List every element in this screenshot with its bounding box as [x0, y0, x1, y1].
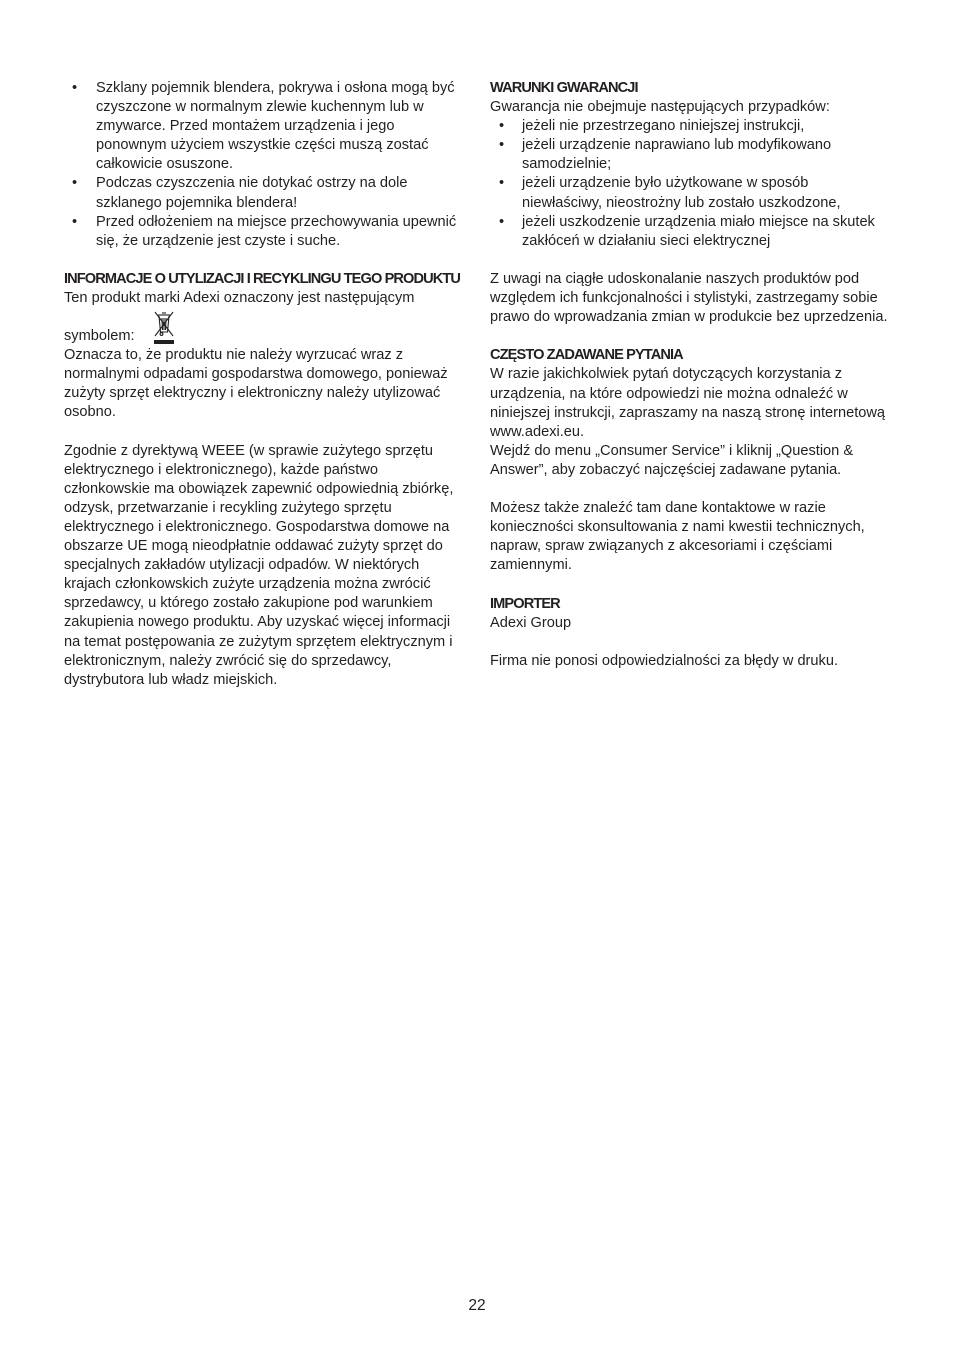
recycling-paragraph: Ten produkt marki Adexi oznaczony jest następującym: [64, 290, 415, 307]
recycling-heading: INFORMACJE O UTYLIZACJI I RECYKLINGU TEGO PRODUKTU: [64, 270, 461, 287]
faq-contact-paragraph: Możesz także znaleźć tam dane kontaktowe w razie konieczności skonsultowania z nami kwestii technicznych, napraw, spraw związanych z akcesoriami i częściami zamiennymi.: [490, 500, 865, 574]
warranty-bullet-list: [490, 117, 892, 251]
importer-heading: IMPORTER: [490, 595, 560, 612]
left-column: [64, 79, 466, 690]
cleaning-bullet-list: [64, 79, 466, 251]
recycling-paragraph: Oznacza to, że produktu nie należy wyrzucać wraz z normalnymi odpadami gospodarstwa domowego, ponieważ zużyty sprzęt elektryczny i elektroniczny należy utylizować osobno.: [64, 347, 448, 421]
faq-paragraph: W razie jakichkolwiek pytań dotyczących korzystania z urządzenia, na które odpowiedzi nie można odnaleźć w niniejszej instrukcji, zapraszamy na naszą stronę internetową www.adexi.eu.: [490, 366, 886, 440]
list-item: • Przed odłożeniem na miejsce przechowywania upewnić się, że urządzenie jest czyste i suche.: [64, 213, 466, 251]
disclaimer: Firma nie ponosi odpowiedzialności za błędy w druku.: [490, 652, 838, 669]
list-item: • jeżeli urządzenie naprawiano lub modyfikowano samodzielnie;: [490, 136, 892, 174]
list-item: • jeżeli nie przestrzegano niniejszej instrukcji,: [490, 117, 892, 136]
symbol-line: [64, 308, 466, 346]
warranty-changes-paragraph: Z uwagi na ciągłe udoskonalanie naszych produktów pod względem ich funkcjonalności i stylistyki, zastrzegamy sobie prawo do wprowadzania zmian w produkcie bez uprzedzenia.: [490, 270, 888, 326]
symbol-label: symbolem:: [64, 328, 135, 345]
faq-paragraph: Wejdź do menu „Consumer Service” i kliknij „Question & Answer”, aby zobaczyć najczęściej zadawane pytania.: [490, 442, 854, 478]
page-number: 22: [468, 1297, 486, 1314]
faq-heading: CZĘSTO ZADAWANE PYTANIA: [490, 347, 683, 364]
list-item: • Podczas czyszczenia nie dotykać ostrzy na dole szklanego pojemnika blendera!: [64, 174, 466, 212]
warranty-heading: WARUNKI GWARANCJI: [490, 80, 638, 96]
list-item: • jeżeli urządzenie było użytkowane w sposób niewłaściwy, nieostrożny lub zostało uszkodzone,: [490, 174, 892, 212]
crossed-out-wheelie-bin-icon: [152, 310, 176, 346]
warranty-intro: Gwarancja nie obejmuje następujących przypadków:: [490, 99, 830, 116]
list-item: • Szklany pojemnik blendera, pokrywa i osłona mogą być czyszczone w normalnym zlewie kuchennym lub w zmywarce. Przed montażem urządzenia i jego ponownym użyciem wszystkie części muszą zostać całkowicie osuszone.: [64, 79, 466, 174]
list-item: • jeżeli uszkodzenie urządzenia miało miejsce na skutek zakłóceń w działaniu sieci elektrycznej: [490, 213, 892, 251]
importer-name: Adexi Group: [490, 614, 572, 631]
right-column: [490, 79, 892, 671]
weee-paragraph: Zgodnie z dyrektywą WEEE (w sprawie zużytego sprzętu elektrycznego i elektronicznego), każde państwo członkowskie ma obowiązek zapewnić odpowiednią zbiórkę, odzysk, przetwarzanie i recykling zużytego sprzętu elektrycznego i elektronicznego. Gospodarstwa domowe na obszarze UE mogą nieodpłatnie oddawać zużyty sprzęt do specjalnych zakładów utylizacji odpadów. W niektórych krajach członkowskich zużyte urządzenia można zwrócić sprzedawcy, u którego zostało zakupione pod warunkiem zakupienia nowego produktu. Aby uzyskać więcej informacji na temat postępowania ze zużytym sprzętem elektrycznym i elektronicznym, należy zwrócić się do sprzedawcy, dystrybutora lub władz miejskich.: [64, 442, 454, 688]
